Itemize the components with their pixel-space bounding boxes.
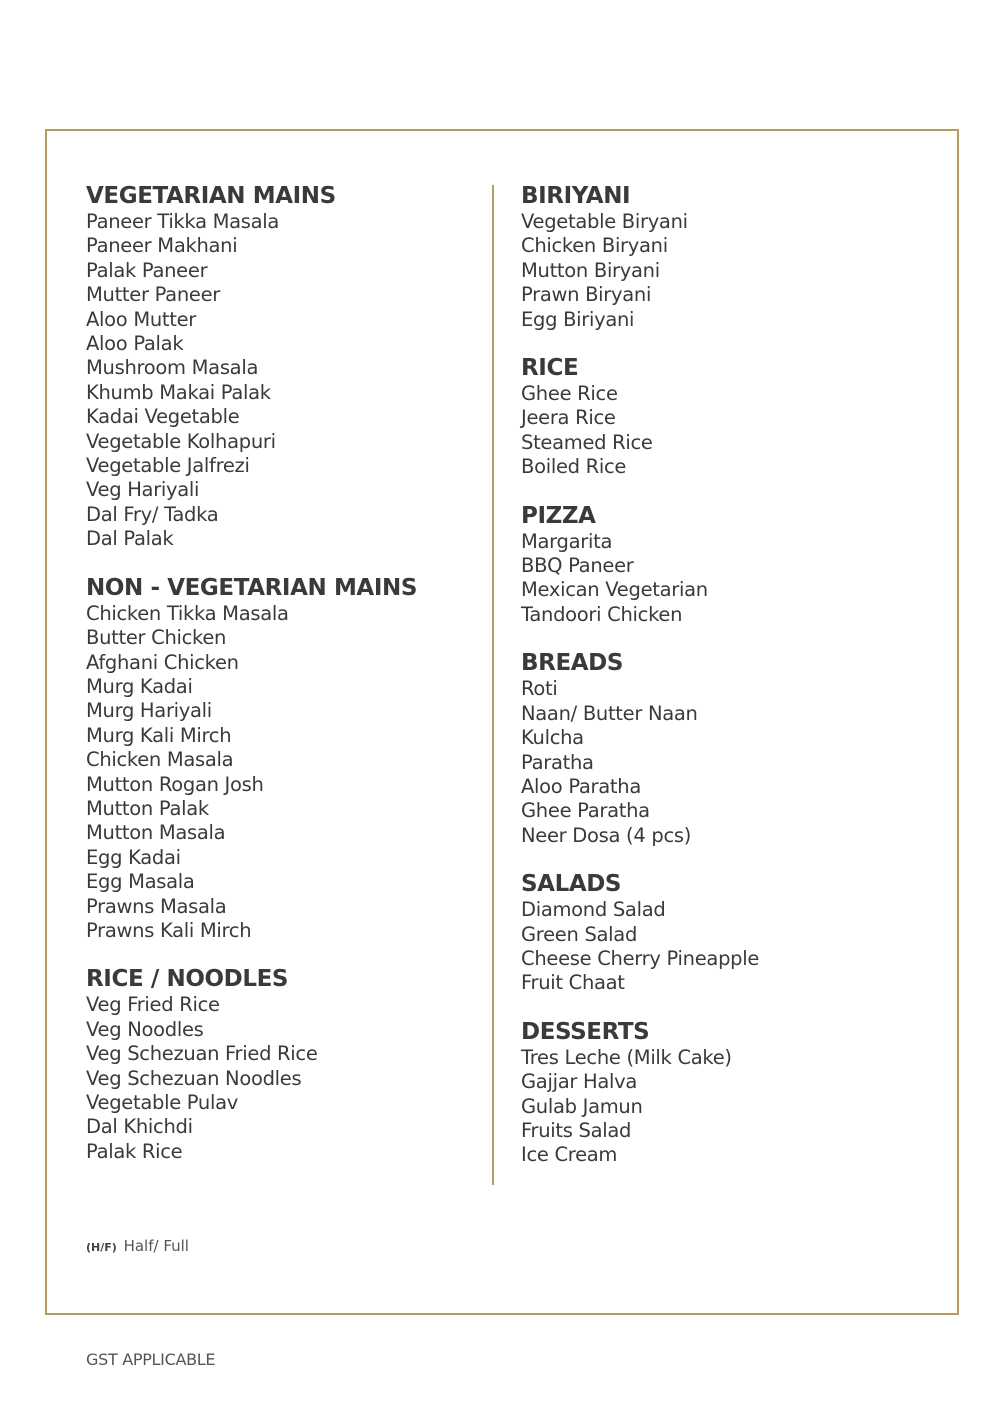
portion-note-abbr: (H/F): [86, 1241, 117, 1254]
column-divider: [492, 185, 494, 1185]
gst-footer: GST APPLICABLE: [86, 1350, 216, 1369]
menu-item: Prawns Masala: [86, 894, 227, 918]
menu-item: Mutton Biryani: [521, 258, 660, 282]
menu-item: Aloo Palak: [86, 332, 184, 356]
menu-section: [86, 965, 481, 1164]
menu-item: Mutton Palak: [86, 796, 209, 820]
menu-item: Margarita: [521, 529, 613, 553]
menu-item: Mushroom Masala: [86, 356, 259, 380]
menu-item: Tres Leche (Milk Cake): [521, 1045, 732, 1069]
section-title: VEGETARIAN MAINS: [86, 183, 336, 209]
menu-item-list: [86, 210, 481, 552]
menu-item: Paneer Makhani: [86, 234, 238, 258]
menu-item: Neer Dosa (4 pcs): [521, 823, 692, 847]
menu-item: Fruits Salad: [521, 1118, 632, 1142]
menu-item: Dal Fry/ Tadka: [86, 502, 219, 526]
menu-item-list: [521, 898, 941, 996]
menu-item: Boiled Rice: [521, 455, 627, 479]
menu-item: Aloo Mutter: [86, 307, 197, 331]
menu-item: Jeera Rice: [521, 406, 616, 430]
menu-item: Mutton Masala: [86, 821, 226, 845]
menu-item-list: [86, 602, 481, 944]
menu-item: Prawn Biryani: [521, 283, 652, 307]
menu-item: Egg Biriyani: [521, 307, 635, 331]
menu-item: Butter Chicken: [86, 626, 227, 650]
menu-item: Naan/ Butter Naan: [521, 701, 698, 725]
menu-section: [521, 649, 941, 848]
menu-item-list: [521, 210, 941, 332]
section-title: RICE: [521, 355, 579, 382]
menu-item: Palak Rice: [86, 1139, 183, 1163]
menu-item: Vegetable Kolhapuri: [86, 429, 276, 453]
menu-item: Khumb Makai Palak: [86, 380, 271, 404]
menu-item: Diamond Salad: [521, 898, 666, 922]
menu-item: Paratha: [521, 750, 594, 774]
menu-section: [521, 870, 941, 996]
menu-section: [86, 182, 481, 552]
menu-item: Steamed Rice: [521, 430, 653, 454]
menu-item-list: [521, 1046, 941, 1168]
menu-item: Vegetable Biryani: [521, 210, 688, 233]
menu-item: Paneer Tikka Masala: [86, 210, 280, 233]
menu-column-right: [521, 182, 941, 1190]
menu-item: Mutter Paneer: [86, 283, 220, 307]
menu-item-list: [521, 382, 941, 480]
menu-item: Mutton Rogan Josh: [86, 772, 264, 796]
menu-item: Ghee Rice: [521, 382, 618, 406]
menu-item-list: [521, 677, 941, 848]
menu-item: Kulcha: [521, 726, 584, 750]
menu-item: Palak Paneer: [86, 258, 208, 282]
menu-item: Fruit Chaat: [521, 971, 625, 995]
section-title: SALADS: [521, 871, 622, 898]
menu-item: Vegetable Pulav: [86, 1091, 238, 1114]
menu-item: Veg Hariyali: [86, 478, 200, 502]
menu-section: [521, 182, 941, 332]
portion-note: [86, 1237, 189, 1255]
menu-item: Gajjar Halva: [521, 1070, 637, 1094]
menu-section: [521, 502, 941, 628]
section-title: RICE / NOODLES: [86, 966, 289, 993]
menu-item: Chicken Biryani: [521, 234, 668, 258]
menu-section: [86, 574, 481, 944]
menu-item: Aloo Paratha: [521, 774, 641, 798]
menu-item: Afghani Chicken: [86, 650, 239, 674]
section-title: BREADS: [521, 650, 624, 677]
menu-item: Murg Kadai: [86, 674, 193, 698]
menu-item: Mexican Vegetarian: [521, 578, 708, 602]
menu-item: Murg Hariyali: [86, 699, 212, 723]
menu-item: Dal Palak: [86, 527, 174, 551]
menu-item: Veg Schezuan Noodles: [86, 1066, 302, 1090]
menu-item: Dal Khichdi: [86, 1115, 193, 1139]
menu-item: Veg Noodles: [86, 1017, 204, 1041]
menu-item: Veg Schezuan Fried Rice: [86, 1042, 318, 1066]
menu-item: Egg Kadai: [86, 845, 181, 869]
portion-note-text: Half/ Full: [123, 1237, 189, 1255]
menu-item: Tandoori Chicken: [521, 602, 683, 626]
menu-item: Ice Cream: [521, 1143, 618, 1167]
menu-item: Vegetable Jalfrezi: [86, 454, 250, 478]
menu-item-list: [521, 530, 941, 628]
menu-item: Green Salad: [521, 922, 638, 946]
menu-item: Gulab Jamun: [521, 1094, 643, 1118]
menu-item: Chicken Tikka Masala: [86, 601, 289, 625]
menu-item: Kadai Vegetable: [86, 405, 240, 429]
menu-item: Prawns Kali Mirch: [86, 918, 252, 942]
menu-item: Egg Masala: [86, 870, 195, 894]
menu-item: Murg Kali Mirch: [86, 723, 232, 747]
menu-section: [521, 354, 941, 480]
section-title: NON - VEGETARIAN MAINS: [86, 574, 418, 601]
menu-item-list: [86, 993, 481, 1164]
section-title: DESSERTS: [521, 1018, 650, 1045]
menu-item: BBQ Paneer: [521, 554, 634, 578]
menu-item: Chicken Masala: [86, 748, 234, 772]
menu-item: Roti: [521, 677, 558, 701]
menu-column-left: [86, 182, 481, 1186]
menu-section: [521, 1018, 941, 1168]
menu-item: Cheese Cherry Pineapple: [521, 946, 760, 970]
section-title: PIZZA: [521, 502, 596, 529]
menu-item: Veg Fried Rice: [86, 993, 220, 1017]
section-title: BIRIYANI: [521, 183, 631, 209]
menu-item: Ghee Paratha: [521, 799, 650, 823]
